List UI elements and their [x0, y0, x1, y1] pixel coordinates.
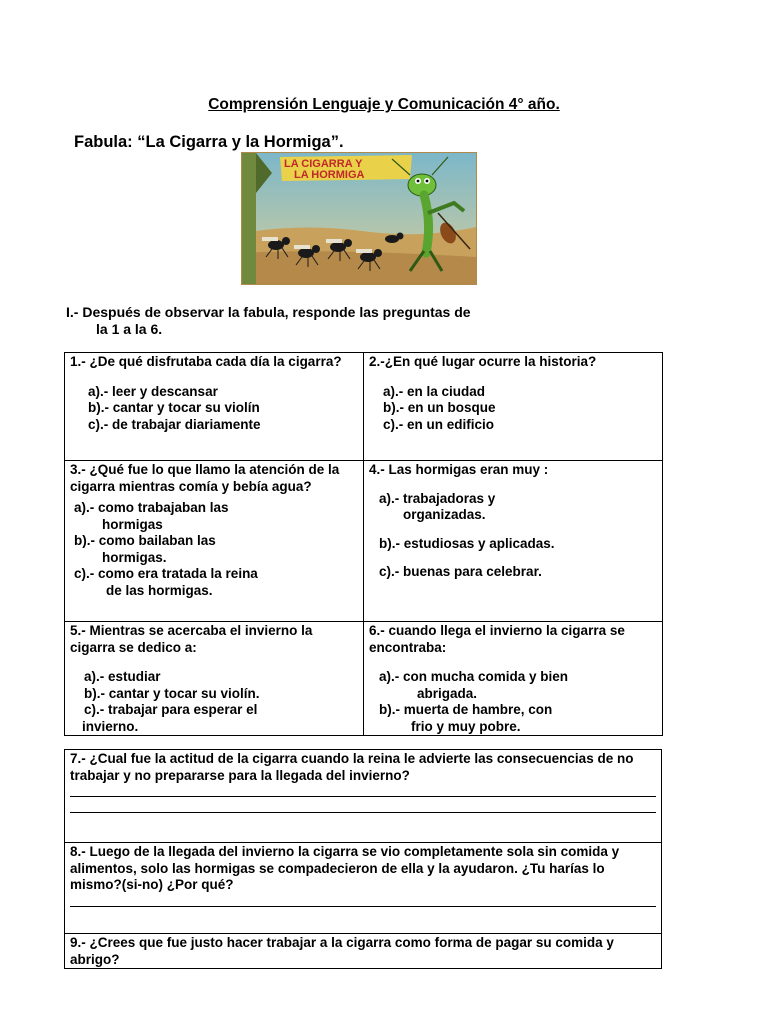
question-8-cell: [65, 843, 662, 934]
option-text-cont: abrigada.: [417, 685, 478, 701]
question-2-cell: [364, 353, 663, 461]
question-2-text: 2.-¿En qué lugar ocurre la historia?: [369, 354, 597, 369]
question-1-option-b: b).- cantar y tocar su violín: [88, 400, 260, 415]
question-row: [65, 461, 663, 622]
multiple-choice-table: [64, 352, 663, 736]
question-6-text: 6.- cuando llega el invierno la cigarra se encontraba:: [369, 623, 625, 655]
question-5-option-c: c).- trabajar para esperar el: [84, 702, 258, 717]
cover-title-line2: LA HORMIGA: [294, 169, 365, 181]
instructions-line2: la 1 a la 6.: [96, 321, 163, 337]
question-8-text: 8.- Luego de la llegada del invierno la cigarra se vio completamente sola sin comida y alimentos, solo las hormigas se compadecieron de ella y la ayudaron. ¿Tu harías lo mismo?(si-no) ¿Por qué?: [70, 844, 620, 892]
question-5-text: 5.- Mientras se acercaba el invierno la cigarra se dedico a:: [70, 623, 313, 655]
question-5-option-c-cont: invierno.: [82, 718, 139, 734]
instructions-line1: I.- Después de observar la fabula, responde las preguntas de: [66, 304, 471, 320]
question-5-cell: [65, 622, 364, 736]
fable-title: Fabula: “La Cigarra y la Hormiga”.: [74, 133, 344, 151]
cover-illustration: [242, 153, 476, 284]
question-7-cell: [65, 750, 662, 843]
book-cover-image: [241, 152, 477, 285]
open-questions-table: [64, 749, 662, 969]
page-title: Comprensión Lenguaje y Comunicación 4° año.: [208, 96, 560, 113]
question-3-cell: [65, 461, 364, 622]
question-2-option-c: c).- en un edificio: [383, 416, 495, 432]
option-text: b).- como bailaban las: [74, 533, 216, 548]
option-text: a).- trabajadoras y: [379, 490, 496, 506]
question-2-option-b: b).- en un bosque: [383, 400, 496, 415]
question-9-text: 9.- ¿Crees que fue justo hacer trabajar a la cigarra como forma de pagar su comida y abrigo?: [70, 935, 614, 967]
option-text-cont: frio y muy pobre.: [411, 718, 521, 734]
question-1-text: 1.- ¿De qué disfrutaba cada día la cigarra?: [70, 354, 342, 369]
question-1-cell: [65, 353, 364, 461]
option-text-cont: organizadas.: [403, 507, 486, 522]
question-row: [65, 750, 662, 843]
question-4-cell: [364, 461, 663, 622]
question-3-text: 3.- ¿Qué fue lo que llamo la atención de la cigarra mientras comía y bebía agua?: [70, 462, 340, 494]
question-6-cell: [364, 622, 663, 736]
question-7-text: 7.- ¿Cual fue la actitud de la cigarra cuando la reina le advierte las consecuencias de no trabajar y no prepararse para la llegada del invierno?: [70, 751, 634, 783]
question-3-option-b: [74, 533, 358, 566]
question-5-option-b: b).- cantar y tocar su violín.: [84, 685, 260, 701]
question-9-cell: [65, 934, 662, 969]
question-4-option-b: b).- estudiosas y aplicadas.: [379, 535, 555, 551]
question-2-option-a: a).- en la ciudad: [383, 383, 486, 399]
question-5-option-a: a).- estudiar: [84, 669, 161, 684]
answer-line[interactable]: [70, 906, 656, 907]
question-row: [65, 843, 662, 934]
question-4-text: 4.- Las hormigas eran muy :: [369, 462, 549, 477]
question-4-option-c: c).- buenas para celebrar.: [379, 564, 542, 579]
instructions: [66, 304, 471, 338]
option-text: a).- como trabajaban las: [74, 500, 229, 515]
question-3-option-a: [74, 500, 358, 533]
question-1-option-c: c).- de trabajar diariamente: [88, 416, 261, 432]
question-row: [65, 622, 663, 736]
question-6-option-a: [379, 669, 657, 702]
answer-line[interactable]: [70, 812, 656, 813]
option-text-cont: de las hormigas.: [106, 582, 213, 598]
question-row: [65, 934, 662, 969]
option-text: c).- como era tratada la reina: [74, 566, 258, 581]
option-text: a).- con mucha comida y bien: [379, 669, 569, 684]
answer-line[interactable]: [70, 796, 656, 797]
question-row: [65, 353, 663, 461]
option-text: b).- muerta de hambre, con: [379, 702, 553, 717]
question-6-option-b: [379, 702, 657, 735]
question-1-option-a: a).- leer y descansar: [88, 383, 218, 399]
cover-title-line1: LA CIGARRA Y: [284, 158, 363, 170]
question-4-option-a: [379, 491, 657, 524]
question-3-option-c: [74, 566, 358, 599]
option-text-cont: hormigas.: [102, 549, 167, 565]
option-text-cont: hormigas: [102, 516, 163, 532]
